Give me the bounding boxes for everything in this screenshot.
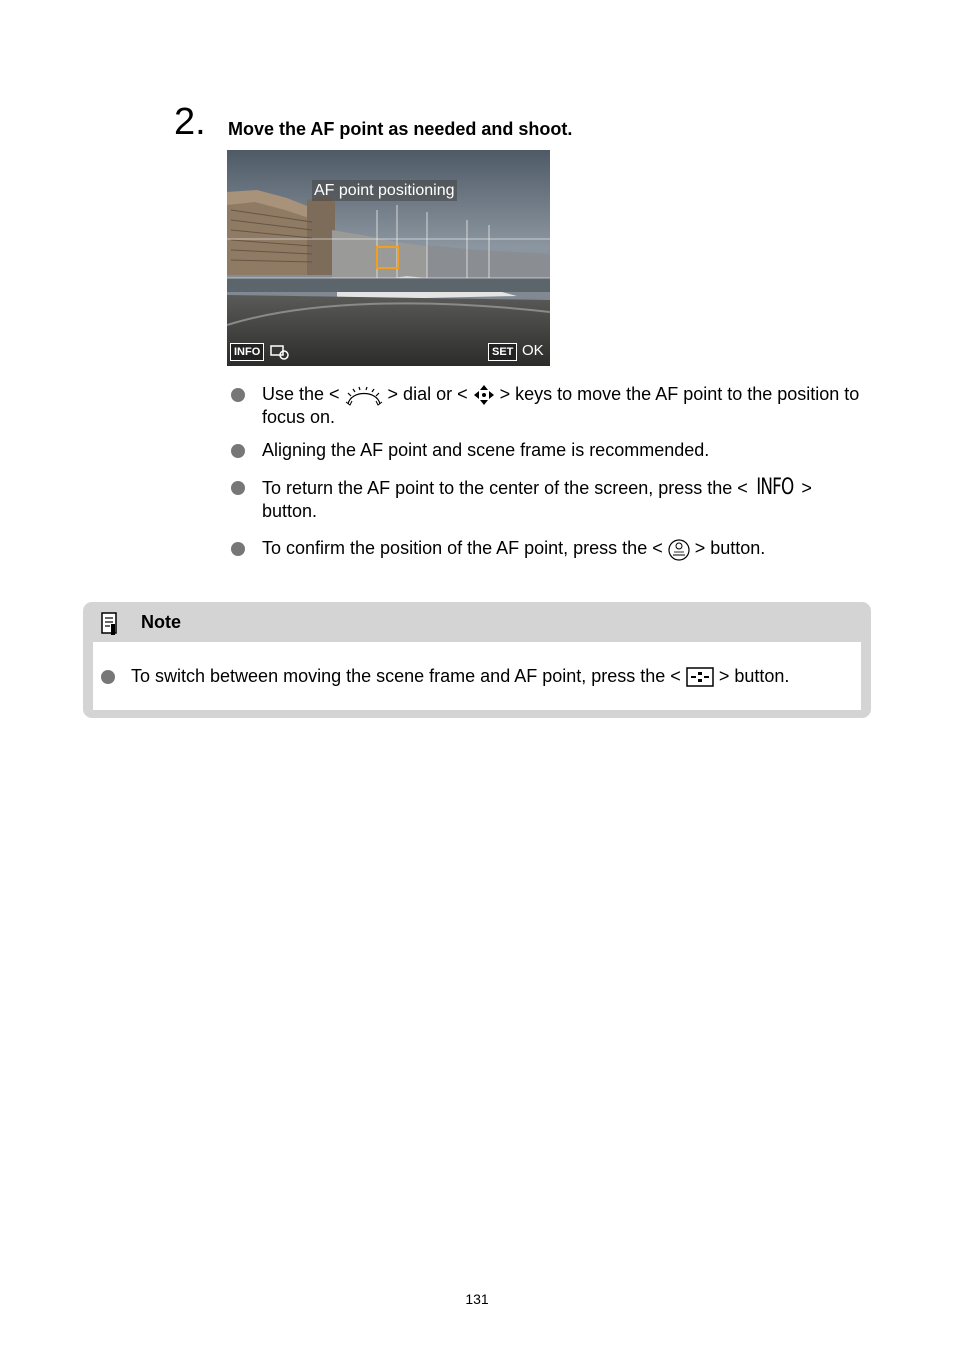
main-dial-icon — [345, 384, 383, 406]
list-item: Use the < > dial or < > keys to move the AF point to the position to focus on. — [230, 383, 870, 429]
note-title: Note — [141, 612, 181, 632]
note-box — [83, 602, 871, 718]
step-number: 2. — [174, 101, 206, 143]
page-number: 131 — [465, 1291, 489, 1307]
bullet-dot — [231, 388, 245, 402]
set-button-label: SET — [488, 343, 517, 361]
note-body — [93, 642, 861, 710]
af-frame-switch-icon — [686, 667, 714, 687]
info-button-label: INFO — [230, 343, 264, 361]
list-item: Aligning the AF point and scene frame is recommended. — [230, 439, 870, 462]
bullet-dot — [231, 542, 245, 556]
list-item: To confirm the position of the AF point, press the < > button. — [230, 537, 870, 561]
step-title: Move the AF point as needed and shoot. — [228, 119, 573, 139]
set-button-icon — [668, 538, 690, 562]
af-positioning-label: AF point positioning — [314, 182, 455, 199]
list-item: To return the AF point to the center of the screen, press the < INFO > button. — [230, 476, 870, 523]
instruction-list — [230, 383, 870, 572]
bullet-dot — [231, 444, 245, 458]
info-button-indicator — [230, 343, 292, 361]
note-icon — [100, 612, 120, 636]
bullet-dot — [231, 481, 245, 495]
set-ok-indicator — [488, 343, 546, 361]
info-button-symbol: INFO — [756, 475, 794, 501]
list-item: To switch between moving the scene frame and AF point, press the < > button. — [131, 666, 790, 686]
reset-icon — [270, 344, 290, 360]
camera-screen-image — [227, 150, 550, 366]
cross-keys-icon — [473, 384, 495, 406]
note-header — [83, 602, 871, 642]
bullet-dot — [101, 670, 115, 684]
ok-label: OK — [522, 342, 544, 359]
